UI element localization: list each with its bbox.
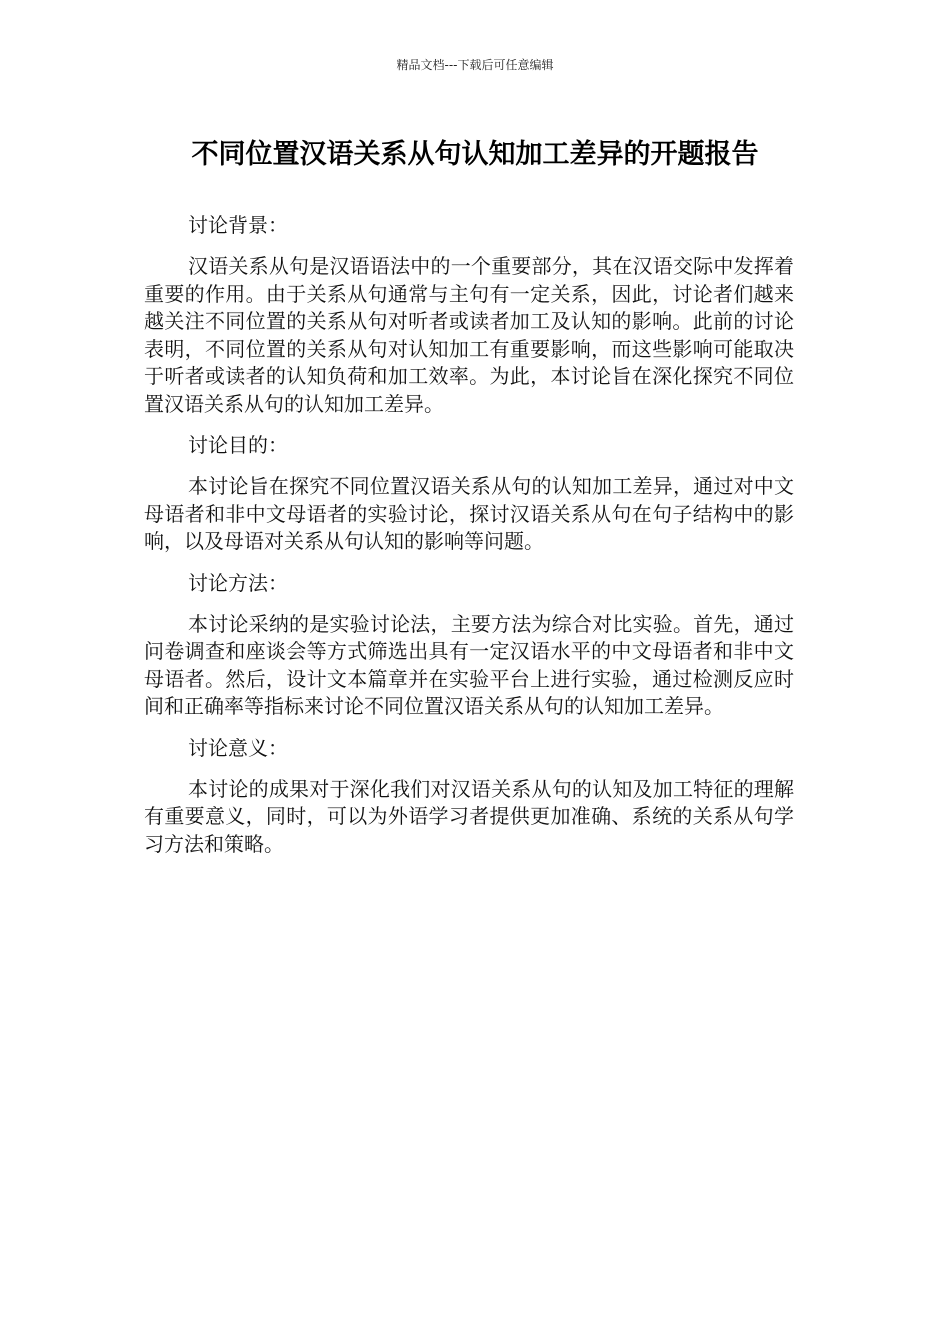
section-body-purpose: 本讨论旨在探究不同位置汉语关系从句的认知加工差异，通过对中文母语者和非中文母语者的实验讨论，探讨汉语关系从句在句子结构中的影响，以及母语对关系从句认知的影响等问题。	[144, 474, 794, 553]
section-heading-method: 讨论方法：	[188, 570, 288, 595]
section-heading-purpose: 讨论目的：	[188, 433, 288, 457]
section-heading-background: 讨论背景：	[188, 213, 288, 237]
page-header: 精品文档---下载后可任意编辑	[396, 58, 554, 72]
section-heading-significance: 讨论意义：	[188, 735, 288, 760]
section-body-background: 汉语关系从句是汉语语法中的一个重要部分，其在汉语交际中发挥着重要的作用。由于关系从句通常与主句有一定关系，因此，讨论者们越来越关注不同位置的关系从句对听者或读者加工及认知的影响。此前的讨论表明，不同位置的关系从句对认知加工有重要影响，而这些影响可能取决于听者或读者的认知负荷和加工效率。为此，本讨论旨在深化探究不同位置汉语关系从句的认知加工差异。	[144, 254, 794, 416]
section-body-method: 本讨论采纳的是实验讨论法，主要方法为综合对比实验。首先，通过问卷调查和座谈会等方式筛选出具有一定汉语水平的中文母语者和非中文母语者。然后，设计文本篇章并在实验平台上进行实验，通过检测反应时间和正确率等指标来讨论不同位置汉语关系从句的认知加工差异。	[144, 611, 794, 718]
document-body	[144, 212, 794, 872]
section-body-significance: 本讨论的成果对于深化我们对汉语关系从句的认知及加工特征的理解有重要意义，同时，可以为外语学习者提供更加准确、系统的关系从句学习方法和策略。	[144, 776, 794, 856]
document-title: 不同位置汉语关系从句认知加工差异的开题报告	[191, 139, 759, 170]
